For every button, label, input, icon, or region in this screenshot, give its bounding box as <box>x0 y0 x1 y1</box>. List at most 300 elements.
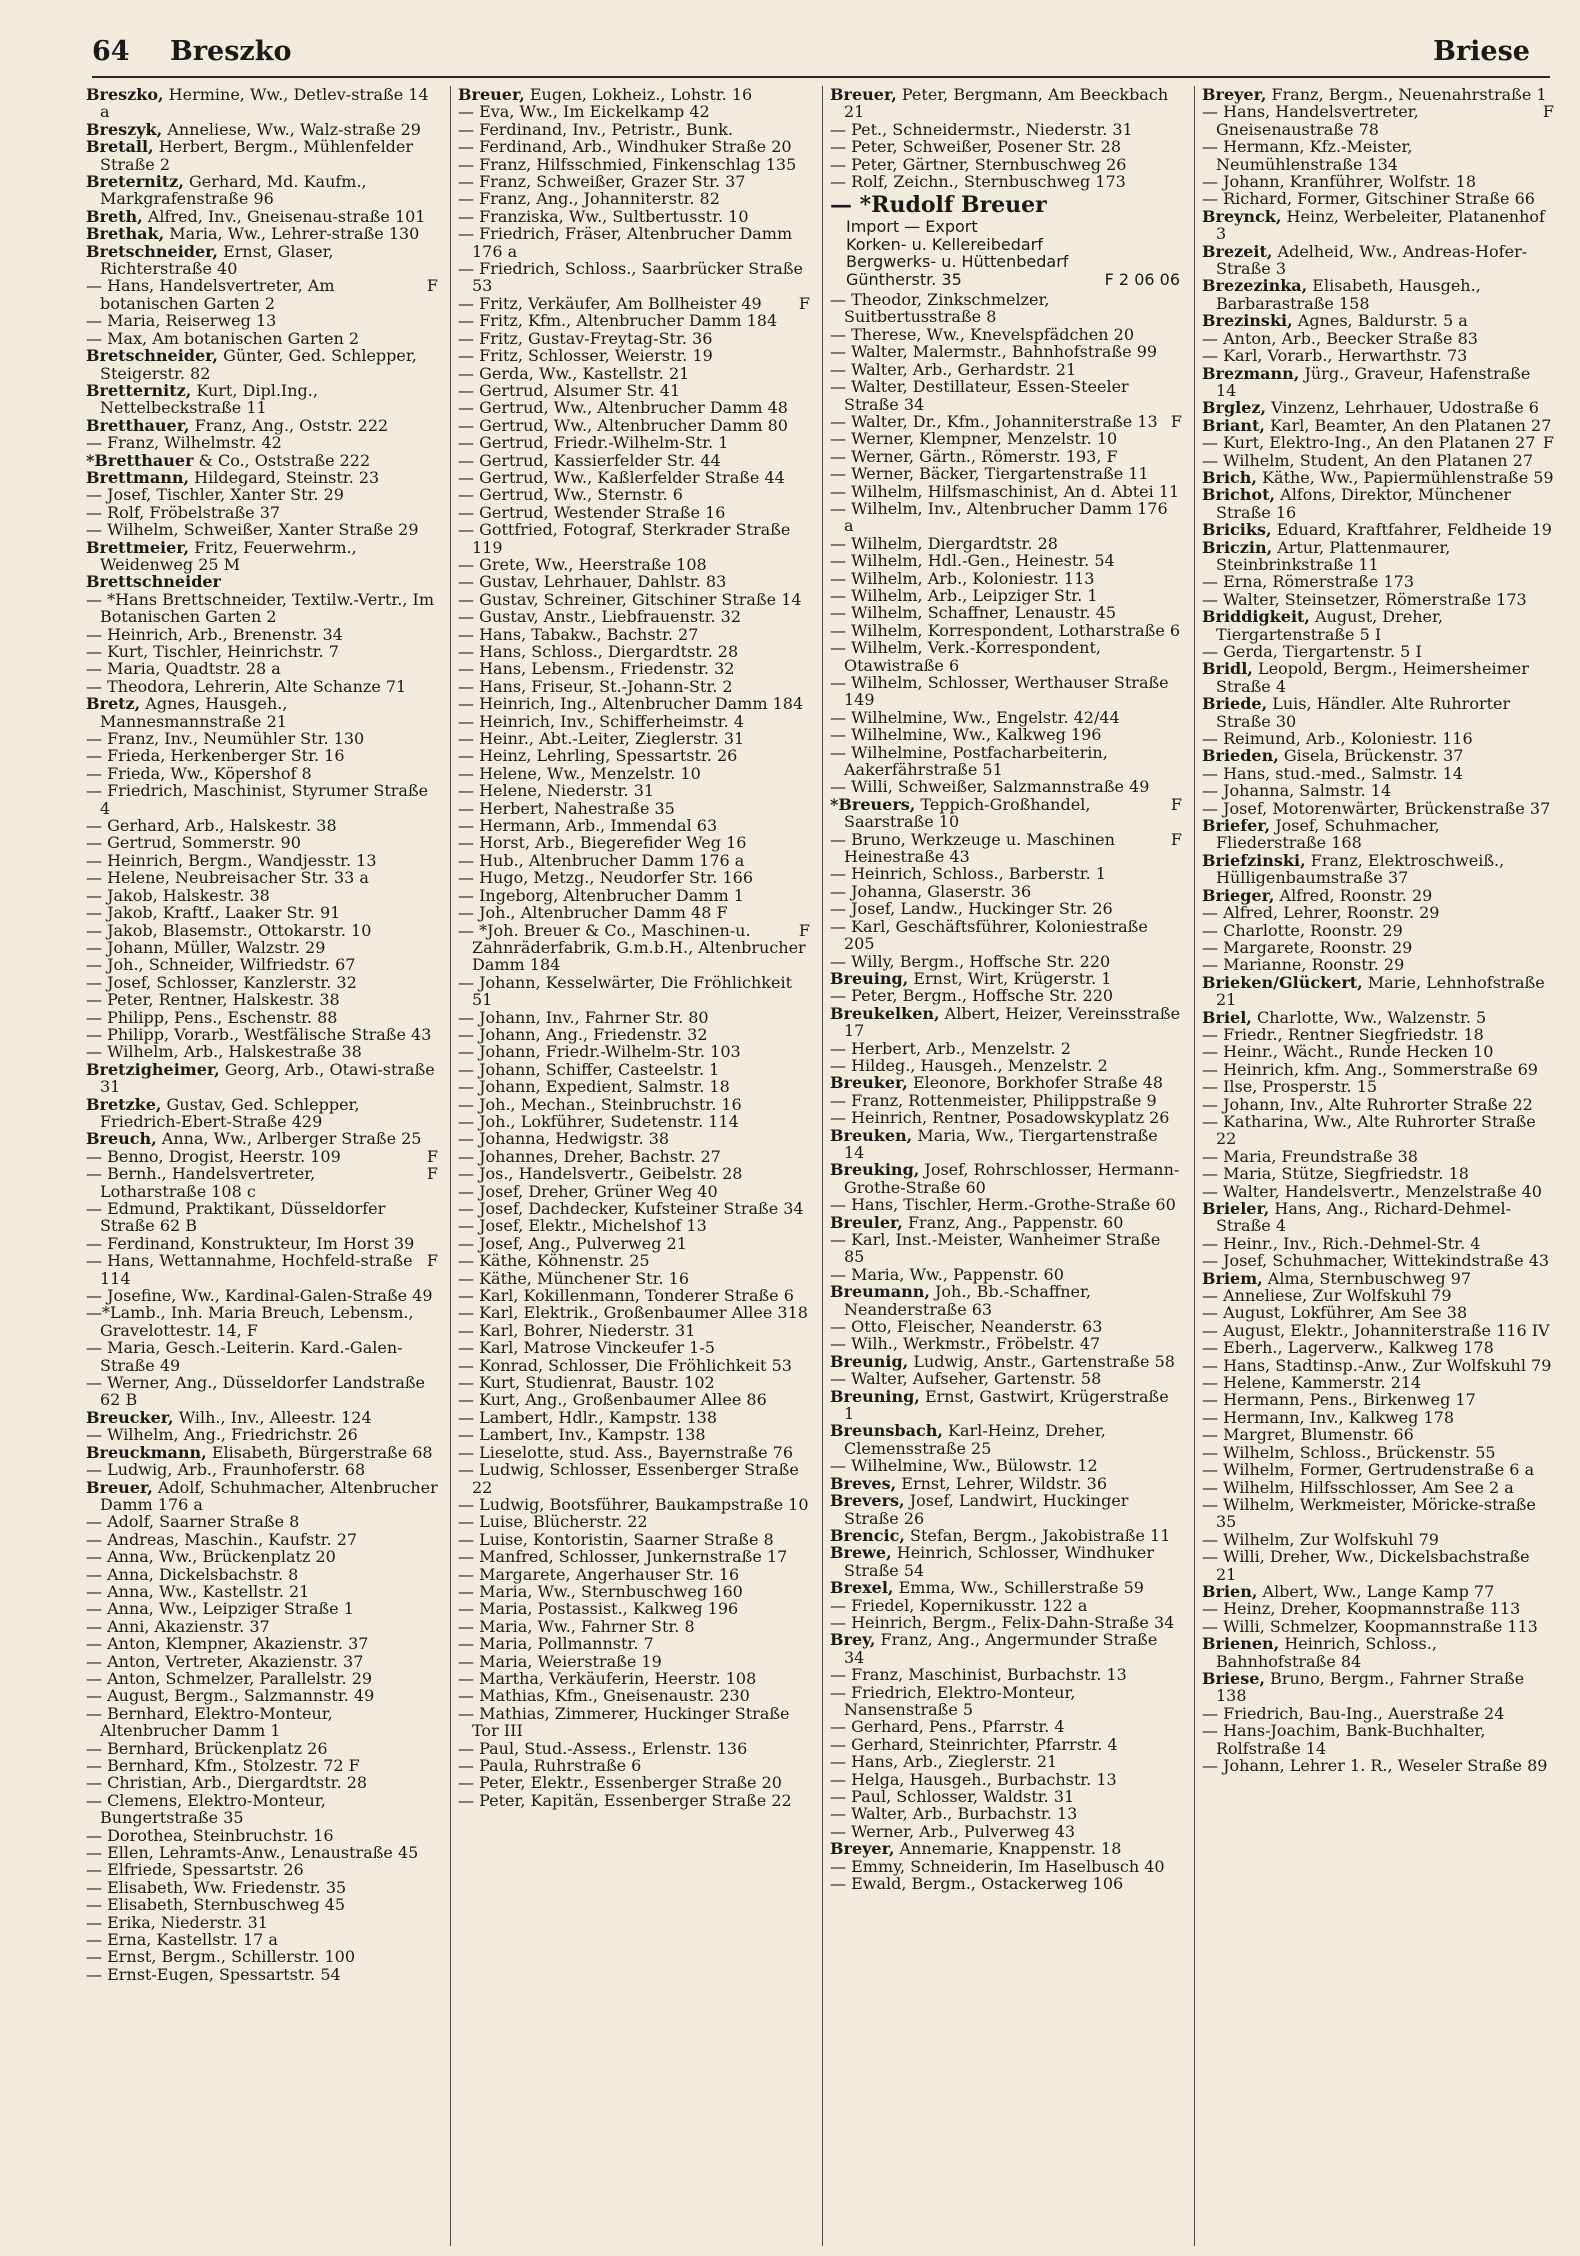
entry-surname: Breuken, <box>830 1125 913 1145</box>
directory-entry: — Adolf, Saarner Straße 8 <box>86 1512 300 1532</box>
entry-surname: Brezinski, <box>1202 311 1293 331</box>
directory-entry: — Marianne, Roonstr. 29 <box>1202 955 1405 975</box>
directory-entry: — Lambert, Inv., Kampstr. 138 <box>458 1425 706 1445</box>
directory-entry: — Johann, Friedr.-Wilhelm-Str. 103 <box>458 1042 741 1062</box>
directory-entry: Bretschneider, Günter, Ged. Schlepper, Steigerstr. 82 <box>86 346 417 383</box>
directory-entry: — Ferdinand, Arb., Windhuker Straße 20 <box>458 137 792 157</box>
entry-column-3 <box>830 86 1182 2246</box>
directory-entry: — Helene, Niederstr. 31 <box>458 781 655 801</box>
directory-entry: — Friedr., Rentner Siegfriedstr. 18 <box>1202 1024 1484 1044</box>
phone-marker: F <box>1170 411 1182 431</box>
directory-entry: — Lambert, Hdlr., Kampstr. 138 <box>458 1407 717 1427</box>
directory-entry: — Walter, Arb., Gerhardstr. 21 <box>830 359 1077 379</box>
directory-entry: — Walter, Destillateur, Essen-Steeler Straße 34 <box>830 377 1129 414</box>
entry-surname: Bretzigheimer, <box>86 1059 220 1079</box>
directory-entry: — Christian, Arb., Diergardtstr. 28 <box>86 1773 368 1793</box>
directory-entry: — Wilhelm, Schlosser, Werthauser Straße 149 <box>830 673 1169 710</box>
directory-entry: — Friedrich, Fräser, Altenbrucher Damm 176 a <box>458 224 793 261</box>
entry-surname: Bretzke, <box>86 1094 162 1114</box>
directory-entry: — Maria, Weierstraße 19 <box>458 1651 662 1671</box>
directory-entry: Breszyk, Anneliese, Ww., Walz-straße 29 <box>86 119 421 139</box>
directory-entry: — Lieselotte, stud. Ass., Bayernstraße 76 <box>458 1442 794 1462</box>
entry-surname: Brey, <box>830 1630 876 1650</box>
directory-entry: F — Hans, Handelsvertreter, Gneisenaustraße 78 <box>1202 102 1554 139</box>
directory-entry: — Katharina, Ww., Alte Ruhrorter Straße 22 <box>1202 1111 1536 1149</box>
directory-entry: — Bernhard, Elektro-Monteur, Altenbrucher Damm 1 <box>86 1703 333 1741</box>
phone-marker: F <box>798 920 810 940</box>
directory-entry: F — Kurt, Elektro-Ing., An den Platanen 27 <box>1202 433 1554 453</box>
directory-entry: — Ludwig, Arb., Fraunhoferstr. 68 <box>86 1460 366 1480</box>
directory-entry: — Franz, Schweißer, Grazer Str. 37 <box>458 172 746 192</box>
directory-entry: — Heinrich, Arb., Brenenstr. 34 <box>86 624 343 644</box>
directory-entry: Brien, Albert, Ww., Lange Kamp 77 <box>1202 1581 1495 1601</box>
directory-entry: — Elfriede, Spessartstr. 26 <box>86 1860 304 1880</box>
directory-entry: — Ilse, Prosperstr. 15 <box>1202 1077 1378 1097</box>
directory-entry: Brevers, Josef, Landwirt, Huckinger Straße 26 <box>830 1491 1129 1528</box>
directory-entry: — Friedel, Kopernikusstr. 122 a <box>830 1595 1088 1615</box>
directory-entry: — Wilhelm, Schloss., Brückenstr. 55 <box>1202 1442 1496 1462</box>
directory-entry: — Josefine, Ww., Kardinal-Galen-Straße 49 <box>86 1286 433 1306</box>
directory-entry: — Gertrud, Friedr.-Wilhelm-Str. 1 <box>458 433 729 453</box>
directory-entry: — Emmy, Schneiderin, Im Haselbusch 40 <box>830 1856 1165 1876</box>
directory-entry: Breuken, Maria, Ww., Tiergartenstraße 14 <box>830 1125 1158 1162</box>
directory-entry: — Heinrich, Ing., Altenbrucher Damm 184 <box>458 694 804 714</box>
entry-surname: Bretternitz, <box>86 380 192 400</box>
directory-entry: — Wilhelm, Schaffner, Lenaustr. 45 <box>830 603 1116 623</box>
directory-entry: — Wilhelmine, Postfacharbeiterin, Aakerfährstraße 51 <box>830 742 1108 780</box>
entry-surname: Breszyk, <box>86 119 163 139</box>
directory-entry: — Gertrud, Ww., Altenbrucher Damm 48 <box>458 398 788 418</box>
directory-entry: Breukelken, Albert, Heizer, Vereinsstraße 17 <box>830 1003 1181 1041</box>
entry-surname: Breuer, <box>86 1477 153 1497</box>
directory-entry: — Anna, Ww., Brückenplatz 20 <box>86 1547 336 1567</box>
directory-entry: — Helene, Neubreisacher Str. 33 a <box>86 868 369 888</box>
phone-number: F 2 06 06 <box>1104 269 1180 289</box>
directory-entry: F — Hans, Handelsvertreter, Am botanischen Garten 2 <box>86 276 438 313</box>
directory-entry: — Gustav, Lehrhauer, Dahlstr. 83 <box>458 572 727 592</box>
advertisement-line: Bergwerks- u. Hüttenbedarf <box>846 252 1069 272</box>
entry-surname: Brien, <box>1202 1581 1258 1601</box>
directory-entry: — Joh., Altenbrucher Damm 48 F <box>458 903 728 923</box>
directory-entry: — Franz, Rottenmeister, Philippstraße 9 <box>830 1090 1157 1110</box>
directory-entry: — Johann, Kranführer, Wolfstr. 18 <box>1202 172 1477 192</box>
directory-entry: — Alfred, Lehrer, Roonstr. 29 <box>1202 903 1440 923</box>
directory-entry: — Walter, Steinsetzer, Römerstraße 173 <box>1202 589 1527 609</box>
directory-entry: — Ernst-Eugen, Spessartstr. 54 <box>86 1964 341 1984</box>
directory-entry: Breuning, Ernst, Gastwirt, Krügerstraße 1 <box>830 1386 1169 1424</box>
directory-entry: — Wilhelm, Inv., Altenbrucher Damm 176 a <box>830 498 1168 536</box>
directory-entry: — Josef, Motorenwärter, Brückenstraße 37 <box>1202 798 1551 818</box>
directory-entry: — Ludwig, Schlosser, Essenberger Straße 22 <box>458 1460 799 1497</box>
directory-entry: — Rolf, Zeichn., Sternbuschweg 173 <box>830 172 1126 192</box>
directory-entry: — Ludwig, Bootsführer, Baukampstraße 10 <box>458 1494 809 1514</box>
directory-entry: — Johann, Inv., Fahrner Str. 80 <box>458 1007 709 1027</box>
entry-surname: Briefer, <box>1202 816 1271 836</box>
directory-entry: — Gerda, Tiergartenstr. 5 I <box>1202 642 1422 661</box>
directory-entry: — Martha, Verkäuferin, Heerstr. 108 <box>458 1668 757 1688</box>
directory-entry: — Herbert, Arb., Menzelstr. 2 <box>830 1038 1071 1058</box>
directory-entry: — Hans, Stadtinsp.-Anw., Zur Wolfskuhl 79 <box>1202 1355 1552 1375</box>
directory-entry: Brichot, Alfons, Direktor, Münchener Straße 16 <box>1202 485 1512 522</box>
directory-entry: — Anton, Vertreter, Akazienstr. 37 <box>86 1651 364 1671</box>
phone-marker: F <box>1170 829 1182 849</box>
directory-entry: — Hans, Lebensm., Friedenstr. 32 <box>458 659 735 679</box>
directory-entry: — Wilhelm, Hdl.-Gen., Heinestr. 54 <box>830 551 1115 571</box>
entry-surname: Brezmann, <box>1202 363 1300 383</box>
phone-marker: F <box>426 1251 438 1271</box>
directory-entry: — Wilhelm, Former, Gertrudenstraße 6 a <box>1202 1460 1535 1480</box>
directory-entry: — Franziska, Ww., Sultbertusstr. 10 <box>458 206 749 226</box>
directory-entry: — Ernst, Bergm., Schillerstr. 100 <box>86 1947 356 1967</box>
phone-marker: F <box>426 1146 438 1166</box>
directory-entry: — Hugo, Metzg., Neudorfer Str. 166 <box>458 868 754 888</box>
directory-entry: Brieler, Hans, Ang., Richard-Dehmel-Straße 4 <box>1202 1199 1511 1236</box>
directory-entry: — Hermann, Pens., Birkenweg 17 <box>1202 1390 1476 1410</box>
directory-entry: — Josef, Landw., Huckinger Str. 26 <box>830 899 1113 919</box>
directory-entry: — Gertrud, Ww., Sternstr. 6 <box>458 485 683 505</box>
directory-entry: — Wilh., Werkmstr., Fröbelstr. 47 <box>830 1334 1101 1354</box>
directory-entry: — Pet., Schneidermstr., Niederstr. 31 <box>830 119 1133 139</box>
directory-entry: — Kurt, Tischler, Heinrichstr. 7 <box>86 642 339 661</box>
directory-entry: — August, Elektr., Johanniterstraße 116 IV <box>1202 1320 1550 1340</box>
entry-surname: Bretschneider, <box>86 241 218 261</box>
page-number: 64 <box>92 36 130 67</box>
directory-entry: — Erna, Römerstraße 173 <box>1202 572 1415 592</box>
entry-surname: Brezezinka, <box>1202 276 1308 296</box>
entry-surname: Brettschneider <box>86 572 221 592</box>
directory-entry: — Heinrich, Inv., Schifferheimstr. 4 <box>458 711 744 731</box>
directory-entry: Brienen, Heinrich, Schloss., Bahnhofstraße 84 <box>1202 1634 1437 1671</box>
entry-surname: Brieler, <box>1202 1199 1270 1218</box>
directory-entry: — Anton, Arb., Beecker Straße 83 <box>1202 328 1478 348</box>
directory-entry: — Hans, Friseur, St.-Johann-Str. 2 <box>458 676 733 696</box>
entry-column-4 <box>1202 86 1554 2246</box>
entry-surname: Briddigkeit, <box>1202 607 1310 627</box>
directory-entry: — Paula, Ruhrstraße 6 <box>458 1756 642 1775</box>
directory-entry: Breynck, Heinz, Werbeleiter, Platanenhof 3 <box>1202 206 1545 244</box>
directory-entry: — Walter, Malermstr., Bahnhofstraße 99 <box>830 342 1158 362</box>
directory-entry: — Peter, Kapitän, Essenberger Straße 22 <box>458 1790 792 1810</box>
directory-entry: — Heinrich, Schloss., Barberstr. 1 <box>830 864 1106 884</box>
directory-entry: — Mathias, Kfm., Gneisenaustr. 230 <box>458 1686 750 1706</box>
directory-entry: Bretall, Herbert, Bergm., Mühlenfelder Straße 2 <box>86 137 414 174</box>
directory-entry: — Maria, Quadtstr. 28 a <box>86 659 281 679</box>
directory-entry: Breucker, Wilh., Inv., Alleestr. 124 <box>86 1407 372 1427</box>
directory-entry: — Paul, Stud.-Assess., Erlenstr. 136 <box>458 1738 748 1758</box>
directory-entry: Brezmann, Jürg., Graveur, Hafenstraße 14 <box>1202 363 1531 400</box>
entry-surname: Breukelken, <box>830 1003 940 1023</box>
directory-entry: Breunig, Ludwig, Anstr., Gartenstraße 58 <box>830 1351 1175 1371</box>
entry-surname: Briede, <box>1202 694 1268 714</box>
directory-entry: — Maria, Ww., Pappenstr. 60 <box>830 1264 1064 1284</box>
directory-entry: — Margarete, Roonstr. 29 <box>1202 937 1413 957</box>
entry-surname: Breunsbach, <box>830 1421 943 1441</box>
directory-entry: — Friedrich, Maschinist, Styrumer Straße 4 <box>86 781 429 818</box>
directory-entry: — Mathias, Zimmerer, Huckinger Straße Tor III <box>458 1703 790 1741</box>
directory-entry: Brieken/Glückert, Marie, Lehnhofstraße 21 <box>1202 972 1545 1010</box>
directory-entry: — Charlotte, Roonstr. 29 <box>1202 920 1403 940</box>
directory-entry: — Wilhelm, Korrespondent, Lotharstraße 6 <box>830 620 1181 640</box>
directory-entry: Brettmeier, Fritz, Feuerwehrm., Weidenweg 25 M <box>86 537 357 574</box>
directory-entry: — Wilhelm, Ang., Friedrichstr. 26 <box>86 1425 358 1445</box>
directory-entry: — Horst, Arb., Biegerefider Weg 16 <box>458 833 747 853</box>
directory-entry: — Joh., Lokführer, Sudetenstr. 114 <box>458 1111 739 1131</box>
directory-entry: — Heinrich, Rentner, Posadowskyplatz 26 <box>830 1108 1170 1128</box>
directory-entry: — Richard, Former, Gitschiner Straße 66 <box>1202 189 1535 209</box>
directory-entry: — Gertrud, Kassierfelder Str. 44 <box>458 450 721 470</box>
directory-entry: Breth, Alfred, Inv., Gneisenau-straße 101 <box>86 206 426 226</box>
directory-entry: — Gertrud, Ww., Altenbrucher Damm 80 <box>458 415 788 435</box>
column-rule <box>822 86 823 2246</box>
advertisement-line: Import — Export <box>846 217 978 237</box>
directory-entry: — Bernhard, Kfm., Stolzestr. 72 F <box>86 1756 360 1775</box>
directory-entry: — Ewald, Bergm., Ostackerweg 106 <box>830 1874 1124 1894</box>
entry-surname: Brieger, <box>1202 885 1275 905</box>
directory-entry: — Anna, Ww., Leipziger Straße 1 <box>86 1599 354 1619</box>
entry-surname: Breth, <box>86 206 143 226</box>
directory-entry: — Franz, Hilfsschmied, Finkenschlag 135 <box>458 154 797 174</box>
entry-surname: Bridl, <box>1202 659 1253 679</box>
directory-entry: — Werner, Klempner, Menzelstr. 10 <box>830 429 1118 449</box>
directory-entry: — Eva, Ww., Im Eickelkamp 42 <box>458 102 710 122</box>
directory-entry: — Otto, Fleischer, Neanderstr. 63 <box>830 1317 1103 1337</box>
directory-entry: — Manfred, Schlosser, Junkernstraße 17 <box>458 1547 788 1567</box>
directory-entry: — Helene, Ww., Menzelstr. 10 <box>458 763 701 783</box>
directory-entry: — Maria, Postassist., Kalkweg 196 <box>458 1599 739 1619</box>
entry-surname: Breuckmann, <box>86 1442 207 1462</box>
directory-entry: Breumann, Joh., Bb.-Schaffner, Neanderstraße 63 <box>830 1282 1091 1319</box>
entry-surname: Breumann, <box>830 1282 930 1302</box>
directory-entry: Breuch, Anna, Ww., Arlberger Straße 25 <box>86 1129 422 1149</box>
entry-surname: Brieden, <box>1202 746 1279 766</box>
entry-surname: Bretz, <box>86 694 141 714</box>
directory-entry: Brglez, Vinzenz, Lehrhauer, Udostraße 6 <box>1202 398 1539 418</box>
directory-entry: Brethak, Maria, Ww., Lehrer-straße 130 <box>86 224 420 244</box>
directory-entry: — Heinrich, Bergm., Felix-Dahn-Straße 34 <box>830 1612 1175 1632</box>
directory-entry: — Walter, Aufseher, Gartenstr. 58 <box>830 1369 1102 1389</box>
directory-entry: — Konrad, Schlosser, Die Fröhlichkeit 53 <box>458 1355 792 1375</box>
directory-entry: Bretthauer, Franz, Ang., Oststr. 222 <box>86 415 389 435</box>
entry-surname: Bretall, <box>86 137 154 157</box>
directory-entry: — Hermann, Inv., Kalkweg 178 <box>1202 1407 1455 1427</box>
directory-entry: — Margarete, Angerhauser Str. 16 <box>458 1564 740 1584</box>
directory-entry: — Heinr., Abt.-Leiter, Zieglerstr. 31 <box>458 729 745 749</box>
directory-entry: — Hans, Tabakw., Bachstr. 27 <box>458 624 699 644</box>
entry-surname: Breyer, <box>1202 86 1267 104</box>
entry-surname: Brich, <box>1202 467 1257 487</box>
directory-entry: *Bretthauer & Co., Oststraße 222 <box>86 450 371 470</box>
directory-entry: — Maria, Ww., Fahrner Str. 8 <box>458 1616 695 1636</box>
directory-entry: — Käthe, Köhnenstr. 25 <box>458 1251 650 1271</box>
advertisement-line: Korken- u. Kellereibedarf <box>846 234 1043 254</box>
directory-entry: — Johann, Müller, Walzstr. 29 <box>86 937 326 957</box>
directory-entry: — Johann, Ang., Friedenstr. 32 <box>458 1024 708 1044</box>
directory-entry: — Josef, Dachdecker, Kufsteiner Straße 34 <box>458 1199 804 1218</box>
directory-entry: — Maria, Freundstraße 38 <box>1202 1146 1418 1166</box>
directory-entry: Brencic, Stefan, Bergm., Jakobistraße 11 <box>830 1525 1171 1545</box>
directory-entry: — Jos., Handelsvertr., Geibelstr. 28 <box>458 1164 743 1184</box>
entry-surname: Brezeit, <box>1202 241 1273 261</box>
directory-entry: — Luise, Kontoristin, Saarner Straße 8 <box>458 1529 774 1549</box>
directory-entry: — Maria, Stütze, Siegfriedstr. 18 <box>1202 1164 1469 1184</box>
directory-entry: — August, Lokführer, Am See 38 <box>1202 1303 1468 1323</box>
running-head-last-name: Briese <box>1433 36 1530 67</box>
directory-entry: — Maria, Gesch.-Leiterin. Kard.-Galen-Straße 49 <box>86 1338 403 1375</box>
entry-surname: Brglez, <box>1202 398 1267 418</box>
directory-entry: — Hans, Tischler, Herm.-Grothe-Straße 60 <box>830 1195 1176 1215</box>
directory-entry: Briefer, Josef, Schuhmacher, Fliederstraße 168 <box>1202 816 1440 853</box>
directory-entry: — Walter, Arb., Burbachstr. 13 <box>830 1804 1078 1824</box>
phone-marker: F <box>1542 102 1554 122</box>
directory-entry: — Therese, Ww., Knevelspfädchen 20 <box>830 324 1134 344</box>
directory-entry: Breuckmann, Elisabeth, Bürgerstraße 68 <box>86 1442 433 1462</box>
directory-entry: — Joh., Mechan., Steinbruchstr. 16 <box>458 1094 742 1114</box>
directory-entry: — Anna, Ww., Kastellstr. 21 <box>86 1581 310 1601</box>
entry-surname: Brichot, <box>1202 485 1276 505</box>
directory-entry: Breuer, Peter, Bergmann, Am Beeckbach 21 <box>830 86 1169 122</box>
directory-entry: Brettmann, Hildegard, Steinstr. 23 <box>86 467 380 487</box>
entry-surname: Briefzinski, <box>1202 850 1306 870</box>
directory-entry: Briefzinski, Franz, Elektroschweiß., Hülligenbaumstraße 37 <box>1202 850 1505 888</box>
directory-entry: Breyer, Franz, Bergm., Neuenahrstraße 1 <box>1202 86 1547 104</box>
directory-entry: — Gertrud, Sommerstr. 90 <box>86 833 301 853</box>
directory-entry: — Heinz, Dreher, Koopmannstraße 113 <box>1202 1599 1521 1619</box>
directory-entry: — Wilhelm, Arb., Koloniestr. 113 <box>830 568 1095 588</box>
directory-entry: — Peter, Gärtner, Sternbuschweg 26 <box>830 154 1127 174</box>
directory-entry: — Josef, Ang., Pulverweg 21 <box>458 1233 687 1253</box>
directory-entry: — Anneliese, Zur Wolfskuhl 79 <box>1202 1286 1452 1306</box>
directory-entry: — Franz, Wilhelmstr. 42 <box>86 433 282 453</box>
entry-surname: Brexel, <box>830 1578 894 1598</box>
directory-entry: — Johanna, Glaserstr. 36 <box>830 881 1032 901</box>
directory-entry: Bretternitz, Kurt, Dipl.Ing., Nettelbeckstraße 11 <box>86 380 318 418</box>
directory-entry: Breuking, Josef, Rohrschlosser, Hermann-Grothe-Straße 60 <box>830 1160 1180 1197</box>
directory-entry: — Karl, Matrose Vinckeufer 1-5 <box>458 1338 715 1358</box>
entry-surname: *Bretthauer <box>86 450 194 470</box>
directory-entry: — Theodor, Zinkschmelzer, Suitbertusstraße 8 <box>830 290 1050 327</box>
directory-entry: — Bernhard, Brückenplatz 26 <box>86 1738 328 1758</box>
directory-entry: — Johanna, Salmstr. 14 <box>1202 781 1392 801</box>
entry-surname: Breuking, <box>830 1160 920 1180</box>
directory-entry: — Friedrich, Elektro-Monteur, Nansenstraße 5 <box>830 1682 1076 1719</box>
entry-surname: Breves, <box>830 1473 897 1493</box>
directory-entry: — Rolf, Fröbelstraße 37 <box>86 502 281 522</box>
directory-entry: — Jakob, Blasemstr., Ottokarstr. 10 <box>86 920 372 940</box>
directory-entry: — Hans-Joachim, Bank-Buchhalter, Rolfstraße 14 <box>1202 1721 1486 1758</box>
directory-entry: Brieden, Gisela, Brückenstr. 37 <box>1202 746 1464 766</box>
directory-entry: — Eberh., Lagerverw., Kalkweg 178 <box>1202 1338 1494 1358</box>
directory-entry: — Clemens, Elektro-Monteur, Bungertstraße 35 <box>86 1790 326 1828</box>
entry-surname: Breuer, <box>458 86 525 104</box>
directory-entry: — Joh., Schneider, Wilfriedstr. 67 <box>86 955 356 975</box>
directory-entry: Breyer, Annemarie, Knappenstr. 18 <box>830 1839 1122 1859</box>
directory-entry: Breuker, Eleonore, Borkhofer Straße 48 <box>830 1073 1164 1093</box>
directory-entry: — Willy, Bergm., Hoffsche Str. 220 <box>830 951 1111 971</box>
directory-entry: — Ellen, Lehramts-Anw., Lenaustraße 45 <box>86 1843 419 1863</box>
entry-surname: Brewe, <box>830 1543 892 1563</box>
entry-surname: Brevers, <box>830 1491 905 1511</box>
directory-entry: — Ferdinand, Inv., Petristr., Bunk. <box>458 119 734 139</box>
directory-entry: — Walter, Handelsvertr., Menzelstraße 40 <box>1202 1181 1542 1201</box>
directory-entry: — August, Bergm., Salzmannstr. 49 <box>86 1686 375 1706</box>
directory-entry: — Wilhelm, Arb., Leipziger Str. 1 <box>830 585 1098 605</box>
entry-surname: Brienen, <box>1202 1634 1280 1654</box>
directory-entry: — Wilhelm, Hilfsschlosser, Am See 2 a <box>1202 1477 1514 1497</box>
directory-entry: F — Bernh., Handelsvertreter, Lotharstraße 108 c <box>86 1164 438 1201</box>
directory-entry: — Karl, Inst.-Meister, Wanheimer Straße 85 <box>830 1230 1161 1267</box>
directory-entry: — Johann, Lehrer 1. R., Weseler Straße 89 <box>1202 1756 1548 1775</box>
directory-entry: — Werner, Gärtn., Römerstr. 193, F <box>830 446 1118 466</box>
directory-entry: — Karl, Elektrik., Großenbaumer Allee 318 <box>458 1303 808 1323</box>
directory-entry: — Hermann, Arb., Immendal 63 <box>458 816 718 836</box>
directory-entry: — Gerhard, Arb., Halskestr. 38 <box>86 816 337 836</box>
directory-entry: — Josef, Dreher, Grüner Weg 40 <box>458 1181 718 1201</box>
running-head <box>92 30 1550 78</box>
directory-entry: Bretzigheimer, Georg, Arb., Otawi-straße 31 <box>86 1059 435 1097</box>
directory-entry: — Edmund, Praktikant, Düsseldorfer Straße 62 B <box>86 1199 386 1236</box>
directory-entry: — Fritz, Kfm., Altenbrucher Damm 184 <box>458 311 778 331</box>
directory-entry: — Johannes, Dreher, Bachstr. 27 <box>458 1146 721 1166</box>
directory-entry: — Wilhelm, Werkmeister, Möricke-straße 35 <box>1202 1494 1536 1532</box>
directory-entry: — Peter, Schweißer, Posener Str. 28 <box>830 137 1122 157</box>
directory-entry: — Wilhelmine, Ww., Engelstr. 42/44 <box>830 707 1120 727</box>
entry-surname: *Breuers, <box>830 794 916 814</box>
directory-entry: Brezinski, Agnes, Baldurstr. 5 a <box>1202 311 1468 331</box>
directory-entry: — Elisabeth, Ww. Friedenstr. 35 <box>86 1877 347 1897</box>
directory-entry: — Werner, Arb., Pulverweg 43 <box>830 1821 1076 1841</box>
directory-entry: — Anton, Schmelzer, Parallelstr. 29 <box>86 1668 373 1688</box>
directory-entry: — Josef, Schlosser, Kanzlerstr. 32 <box>86 972 357 992</box>
entry-surname: Brettmann, <box>86 467 190 487</box>
entry-surname: Briczin, <box>1202 537 1273 557</box>
directory-entry: F — Benno, Drogist, Heerstr. 109 <box>86 1146 438 1166</box>
entry-surname: Briel, <box>1202 1007 1252 1027</box>
directory-entry: — Franz, Ang., Johanniterstr. 82 <box>458 189 720 209</box>
directory-entry: — Gertrud, Westender Straße 16 <box>458 502 726 522</box>
entry-surname: Breszko, <box>86 86 164 104</box>
directory-entry: — Luise, Blücherstr. 22 <box>458 1512 648 1532</box>
directory-entry: — Willi, Dreher, Ww., Dickelsbachstraße 21 <box>1202 1547 1530 1584</box>
entry-surname: Breuker, <box>830 1073 908 1093</box>
directory-entry: Brey, Franz, Ang., Angermunder Straße 34 <box>830 1630 1158 1667</box>
entry-surname: Briant, <box>1202 415 1265 435</box>
directory-entry: — Elisabeth, Sternbuschweg 45 <box>86 1895 346 1915</box>
entry-surname: Briem, <box>1202 1268 1263 1288</box>
directory-entry: — Reimund, Arb., Koloniestr. 116 <box>1202 729 1473 749</box>
directory-entry: — Karl, Geschäftsführer, Koloniestraße 205 <box>830 916 1148 954</box>
directory-entry: — Hermann, Kfz.-Meister, Neumühlenstraße 134 <box>1202 137 1413 174</box>
directory-entry: — *Hans Brettschneider, Textilw.-Vertr., Im Botanischen Garten 2 <box>86 589 435 627</box>
entry-surname: Breternitz, <box>86 172 184 192</box>
directory-entry: — Hildeg., Hausgeh., Menzelstr. 2 <box>830 1055 1108 1075</box>
directory-entry: — Erna, Kastellstr. 17 a <box>86 1930 278 1950</box>
entry-surname: Brettmeier, <box>86 537 190 557</box>
running-head-first-name: Breszko <box>170 36 292 67</box>
directory-entry: Briese, Bruno, Bergm., Fahrner Straße 138 <box>1202 1668 1525 1706</box>
directory-entry: — Heinrich, kfm. Ang., Sommerstraße 69 <box>1202 1059 1538 1079</box>
directory-entry: — Werner, Bäcker, Tiergartenstraße 11 <box>830 464 1149 484</box>
directory-entry: Breuler, Franz, Ang., Pappenstr. 60 <box>830 1212 1124 1232</box>
directory-entry: Brexel, Emma, Ww., Schillerstraße 59 <box>830 1578 1144 1598</box>
entry-surname: Bretthauer, <box>86 415 190 435</box>
directory-entry: — Anna, Dickelsbachstr. 8 <box>86 1564 299 1584</box>
directory-entry: — Werner, Ang., Düsseldorfer Landstraße 62 B <box>86 1373 426 1410</box>
entry-surname: Breuing, <box>830 968 909 988</box>
directory-entry: Breves, Ernst, Lehrer, Wildstr. 36 <box>830 1473 1107 1493</box>
directory-entry: — Johann, Inv., Alte Ruhrorter Straße 22 <box>1202 1094 1533 1114</box>
directory-entry: — Hans, stud.-med., Salmstr. 14 <box>1202 763 1463 783</box>
directory-entry: — Herbert, Nahestraße 35 <box>458 798 675 818</box>
